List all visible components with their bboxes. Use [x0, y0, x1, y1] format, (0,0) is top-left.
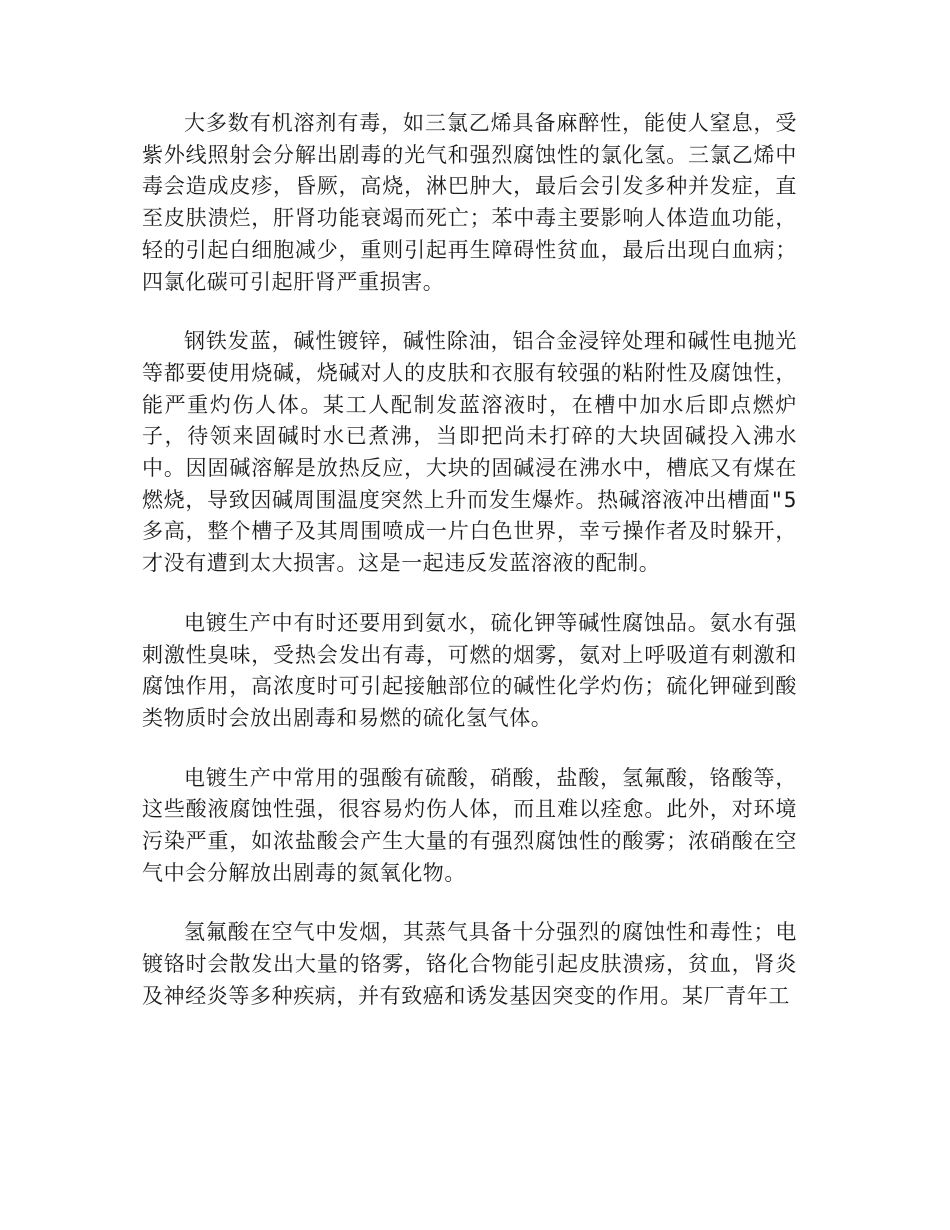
- paragraph-ammonia: 电镀生产中有时还要用到氨水，硫化钾等碱性腐蚀品。氨水有强刺激性臭味，受热会发出有毒，可燃的烟雾，氨对上呼吸道有刺激和腐蚀作用，高浓度时可引起接触部位的碱性化学灼伤；硫化钾碰到酸类物质时会放出剧毒和易燃的硫化氢气体。: [142, 610, 797, 730]
- paragraph-strong-acids: 电镀生产中常用的强酸有硫酸，硝酸，盐酸，氢氟酸，铬酸等，这些酸液腐蚀性强，很容易灼伤人体，而且难以痊愈。此外，对环境污染严重，如浓盐酸会产生大量的有强烈腐蚀性的酸雾；浓硝酸在空气中会分解放出剧毒的氮氧化物。: [142, 765, 797, 885]
- paragraph-caustic-soda: 钢铁发蓝，碱性镀锌，碱性除油，铝合金浸锌处理和碱性电抛光等都要使用烧碱，烧碱对人的皮肤和衣服有较强的粘附性及腐蚀性，能严重灼伤人体。某工人配制发蓝溶液时，在槽中加水后即点燃炉子，待领来固碱时水已煮沸，当即把尚未打碎的大块固碱投入沸水中。因固碱溶解是放热反应，大块的固碱浸在沸水中，槽底又有煤在燃烧，导致因碱周围温度突然上升而发生爆炸。热碱溶液冲出槽面"5多高，整个槽子及其周围喷成一片白色世界，幸亏操作者及时躲开，才没有遭到太大损害。这是一起违反发蓝溶液的配制。: [142, 329, 797, 576]
- document-body: [142, 108, 797, 1041]
- paragraph-hydrofluoric-acid: 氢氟酸在空气中发烟，其蒸气具备十分强烈的腐蚀性和毒性；电镀铬时会散发出大量的铬雾，铬化合物能引起皮肤溃疡，贫血，肾炎及神经炎等多种疾病，并有致癌和诱发基因突变的作用。某厂青年工: [142, 920, 797, 1008]
- paragraph-organic-solvents: 大多数有机溶剂有毒，如三氯乙烯具备麻醉性，能使人窒息，受紫外线照射会分解出剧毒的光气和强烈腐蚀性的氯化氢。三氯乙烯中毒会造成皮疹，昏厥，高烧，淋巴肿大，最后会引发多种并发症，直至皮肤溃烂，肝肾功能衰竭而死亡；苯中毒主要影响人体造血功能，轻的引起白细胞减少，重则引起再生障碍性贫血，最后出现白血病；四氯化碳可引起肝肾严重损害。: [142, 111, 797, 294]
